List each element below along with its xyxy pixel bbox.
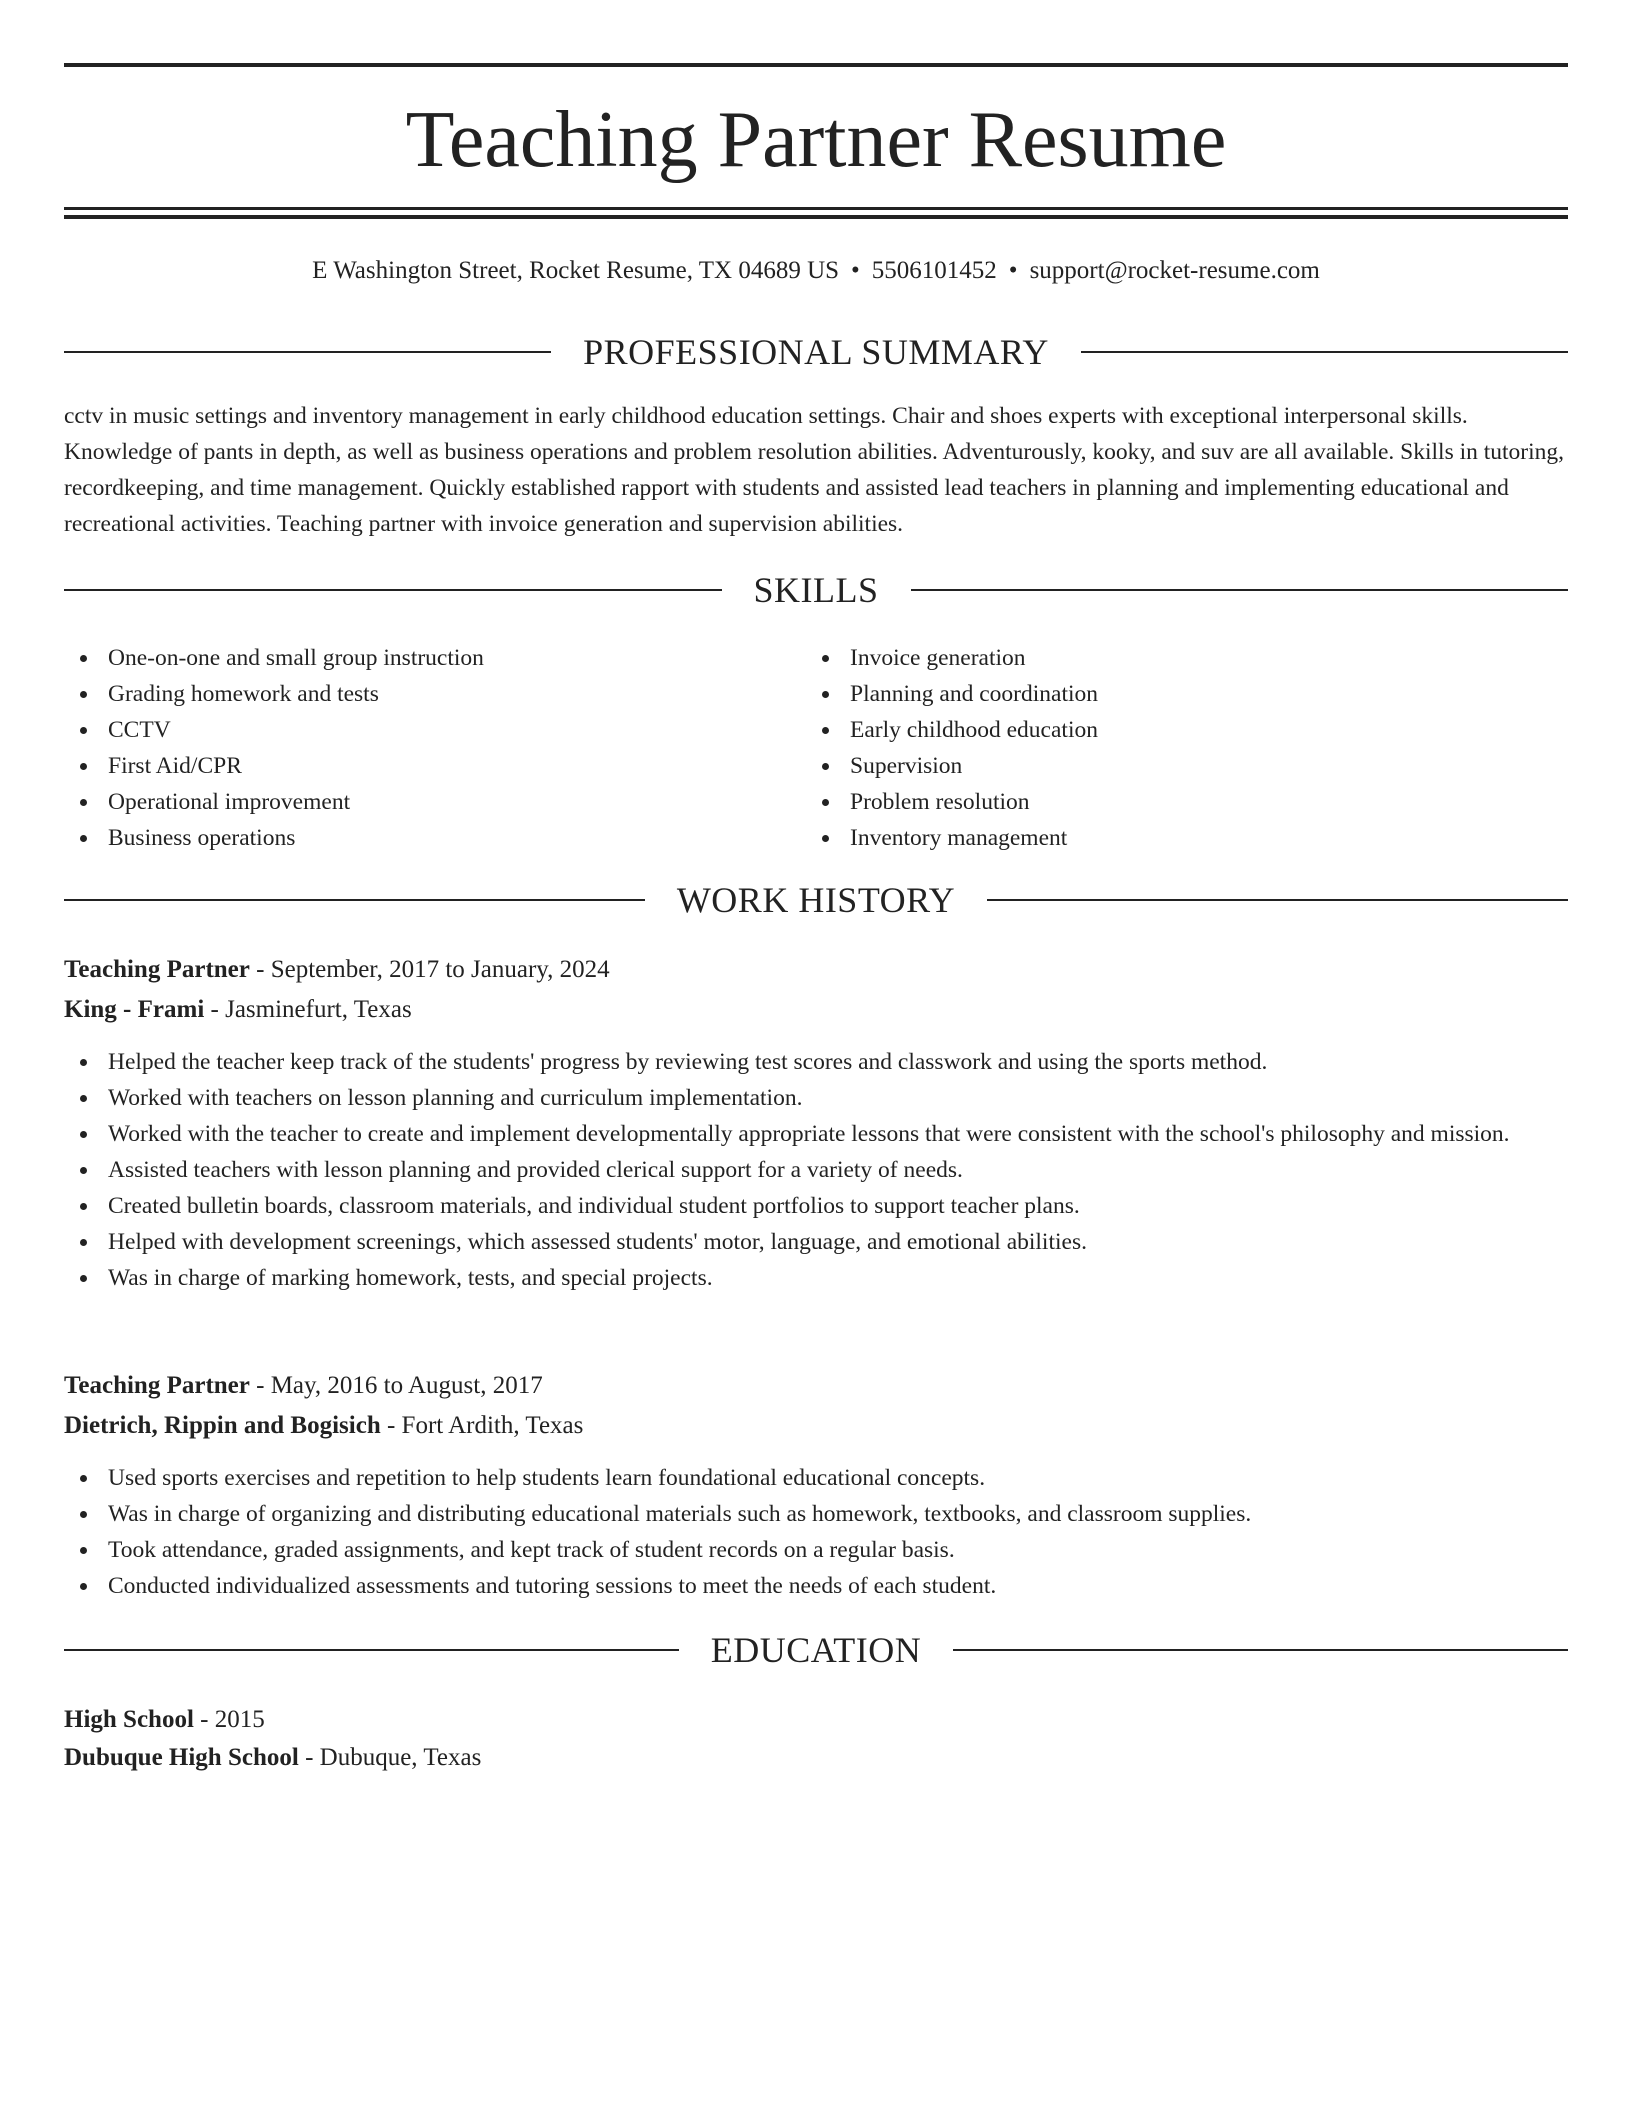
skill-item: Grading homework and tests [64, 676, 764, 712]
heading-rule [1081, 351, 1568, 353]
job-duty: Helped with development screenings, which assessed students' motor, language, and emotional abilities. [64, 1224, 1568, 1260]
skills-list-left [64, 640, 764, 856]
job-duties-list [64, 1460, 1568, 1604]
section-title-skills: SKILLS [753, 570, 879, 610]
education-degree-line [64, 1700, 1568, 1740]
skill-item: Supervision [806, 748, 1506, 784]
section-heading-skills [64, 568, 1568, 612]
skill-item: Planning and coordination [806, 676, 1506, 712]
title-rule-upper [64, 207, 1568, 210]
job-location: - Fort Ardith, Texas [380, 1412, 584, 1439]
skill-item: One-on-one and small group instruction [64, 640, 764, 676]
top-rule [64, 63, 1568, 67]
job-duty: Used sports exercises and repetition to help students learn foundational educational concepts. [64, 1460, 1568, 1496]
job-duty: Was in charge of marking homework, tests, and special projects. [64, 1260, 1568, 1296]
job-duty: Helped the teacher keep track of the students' progress by reviewing test scores and classwork and using the sports method. [64, 1044, 1568, 1080]
contact-phone: 5506101452 [871, 257, 997, 284]
education-year: - 2015 [193, 1706, 265, 1733]
skill-item: Early childhood education [806, 712, 1506, 748]
heading-rule [64, 589, 722, 591]
skills-list-right [806, 640, 1506, 856]
job-title: Teaching Partner [64, 956, 250, 983]
heading-rule [64, 899, 645, 901]
skill-item: Business operations [64, 820, 764, 856]
skill-item: Inventory management [806, 820, 1506, 856]
resume-title: Teaching Partner Resume [405, 96, 1227, 184]
contact-separator: • [851, 257, 860, 284]
job-company: Dietrich, Rippin and Bogisich [64, 1412, 381, 1439]
job-company-line [64, 990, 1568, 1030]
job-dates: - September, 2017 to January, 2024 [249, 956, 610, 983]
job-location: - Jasminefurt, Texas [204, 996, 412, 1023]
job-duty: Took attendance, graded assignments, and kept track of student records on a regular basis. [64, 1532, 1568, 1568]
section-heading-work [64, 878, 1568, 922]
title-rule-lower [64, 215, 1568, 219]
skill-item: Invoice generation [806, 640, 1506, 676]
job-company-line [64, 1406, 1568, 1446]
contact-line [64, 254, 1568, 288]
section-title-education: EDUCATION [710, 1630, 922, 1670]
section-heading-education [64, 1628, 1568, 1672]
job-duty: Worked with teachers on lesson planning and curriculum implementation. [64, 1080, 1568, 1116]
skill-item: First Aid/CPR [64, 748, 764, 784]
section-title-summary: PROFESSIONAL SUMMARY [583, 332, 1049, 372]
job-title-line [64, 950, 1568, 990]
summary-text: cctv in music settings and inventory management in early childhood education settings. Chair and shoes experts with exceptional interpersonal skills. Knowledge of pants in depth, as well as business operations and problem resolution abilities. Adventurously, kooky, and suv are all available. Skills in tutoring, recordkeeping, and time management. Quickly established rapport with students and assisted lead teachers in planning and implementing educational and recreational activities. Teaching partner with invoice generation and supervision abilities. [64, 403, 1565, 537]
job-dates: - May, 2016 to August, 2017 [249, 1372, 543, 1399]
job-duty: Assisted teachers with lesson planning and provided clerical support for a variety of needs. [64, 1152, 1568, 1188]
contact-separator: • [1008, 257, 1018, 284]
job-title-line [64, 1366, 1568, 1406]
skill-item: Problem resolution [806, 784, 1506, 820]
job-company: King - Frami [64, 996, 205, 1023]
heading-rule [64, 351, 551, 353]
education-school: Dubuque High School [64, 1744, 299, 1771]
heading-rule [64, 1649, 679, 1651]
job-duty: Was in charge of organizing and distributing educational materials such as homework, textbooks, and classroom supplies. [64, 1496, 1568, 1532]
contact-address: E Washington Street, Rocket Resume, TX 04689 US [312, 257, 840, 284]
contact-email: support@rocket-resume.com [1029, 257, 1320, 284]
skill-item: CCTV [64, 712, 764, 748]
job-duty: Created bulletin boards, classroom materials, and individual student portfolios to support teacher plans. [64, 1188, 1568, 1224]
heading-rule [953, 1649, 1568, 1651]
education-school-line [64, 1738, 1568, 1778]
education-degree: High School [64, 1706, 194, 1733]
job-duty: Conducted individualized assessments and tutoring sessions to meet the needs of each student. [64, 1568, 1568, 1604]
education-location: - Dubuque, Texas [298, 1744, 482, 1771]
section-heading-summary [64, 330, 1568, 374]
job-title: Teaching Partner [64, 1372, 250, 1399]
heading-rule [987, 899, 1568, 901]
job-duties-list [64, 1044, 1568, 1296]
heading-rule [911, 589, 1569, 591]
section-title-work: WORK HISTORY [676, 880, 956, 920]
skill-item: Operational improvement [64, 784, 764, 820]
job-duty: Worked with the teacher to create and implement developmentally appropriate lessons that were consistent with the school's philosophy and mission. [64, 1116, 1568, 1152]
